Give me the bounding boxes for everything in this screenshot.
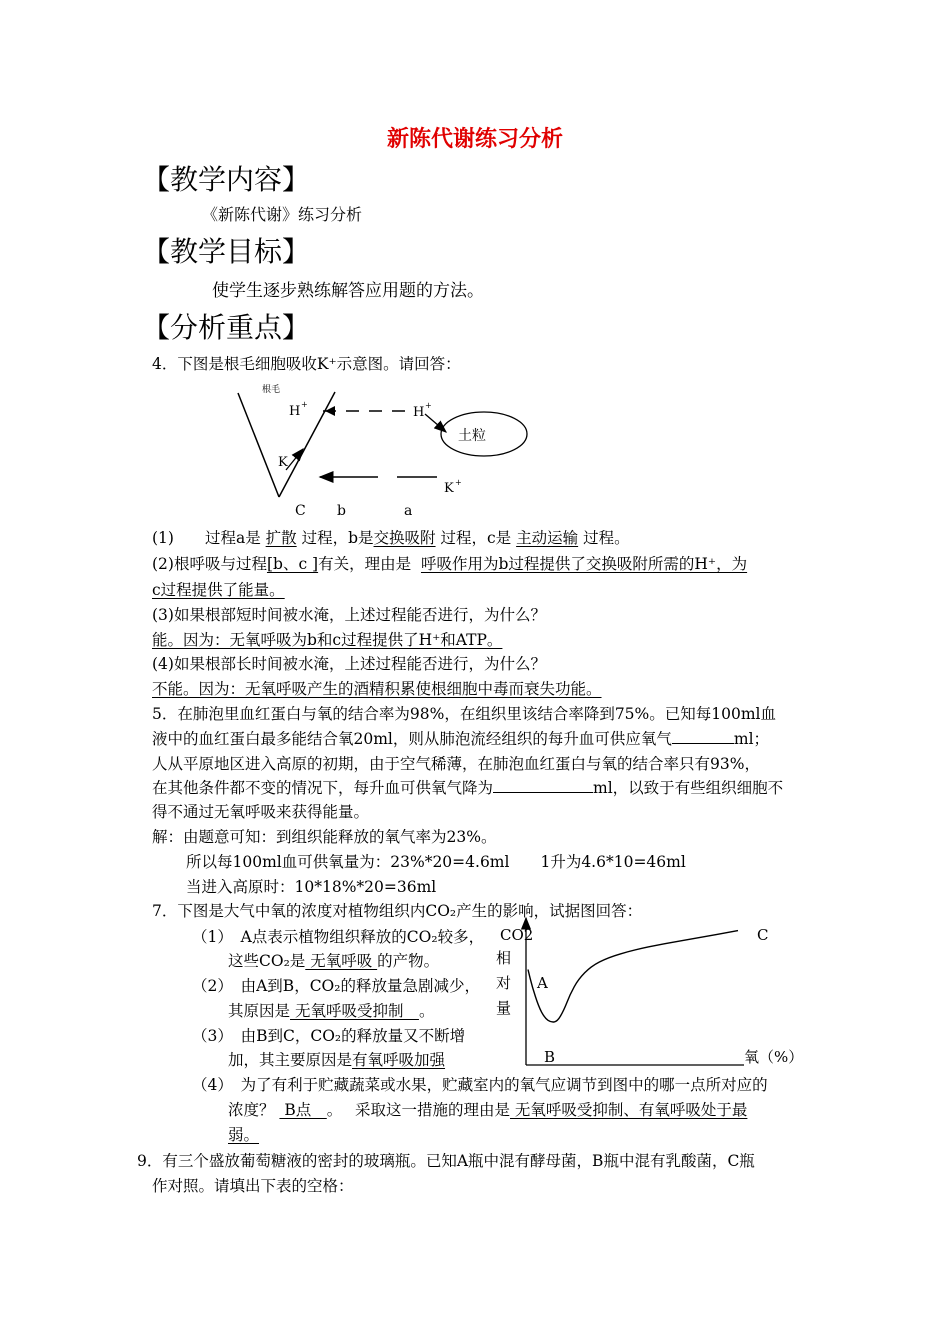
q7-p3b: 加，其主要原因是 (228, 1051, 353, 1069)
answer-processes: [b、c ] (266, 555, 319, 573)
chart-xlabel: 氧（%） (744, 1048, 804, 1066)
q4-p3-question: (3)如果根部短时间被水淹，上述过程能否进行，为什么？ (152, 606, 546, 624)
q5-line-4a: 在其他条件都不变的情况下，每升血可供氧气降为 (152, 779, 494, 797)
chart-ylabel-char: 对 (496, 974, 512, 992)
answer-active-transport: 主动运输 (516, 529, 579, 547)
q5-line-3: 人从平原地区进入高原的初期，由于空气稀薄，在肺泡血红蛋白与氧的结合率只有93%， (152, 755, 760, 773)
page-title: 新陈代谢练习分析 (386, 126, 563, 152)
q7-p4c: 。 采取这一措施的理由是 (326, 1101, 510, 1119)
q5-line-2a: 液中的血红蛋白最多能结合氧20ml，则从肺泡流经组织的每升血可供应氧气 (152, 730, 672, 748)
label-c: C (295, 503, 306, 519)
label-k-right: K (444, 481, 454, 496)
q7-p4-line2 (228, 1098, 747, 1120)
q7-p2c: 。 (418, 1002, 435, 1020)
q5-line-1: 5．在肺泡里血红蛋白与氧的结合率为98%，在组织里该结合率降到75%。已知每100ml血 (152, 705, 777, 723)
q4-p1-post: 过程。 (583, 529, 630, 547)
q7-p2-line1: （2） 由A到B，CO₂的释放量急剧减少， (192, 977, 480, 995)
q9-line-1: 9．有三个盛放葡萄糖液的密封的玻璃瓶。已知A瓶中混有酵母菌，B瓶中混有乳酸菌，C瓶 (137, 1152, 755, 1170)
chart-point-label-b: B (544, 1048, 556, 1066)
q7-p4-line1: （4） 为了有利于贮藏蔬菜或水果，贮藏室内的氧气应调节到图中的哪一点所对应的 (192, 1076, 768, 1094)
q5-line-2b: ml； (733, 730, 770, 748)
label-h-left: H (289, 404, 301, 419)
answer-aerobic-increase: 有氧呼吸加强 (352, 1051, 446, 1069)
q7-p2b: 其原因是 (228, 1002, 291, 1020)
plus-sign: + (301, 400, 308, 409)
answer-reason-1: 呼吸作用为b过程提供了交换吸附所需的H⁺，为 (420, 555, 748, 573)
chart-ylabel-char: 相 (496, 949, 512, 967)
q4-stem: 4．下图是根毛细胞吸收K⁺示意图。请回答： (152, 355, 461, 373)
label-root-hair: 根毛 (262, 385, 281, 395)
plus-sign: + (425, 401, 432, 410)
q7-p1-line1: （1） A点表示植物组织释放的CO₂较多， (192, 928, 485, 946)
q7-p1b: 这些CO₂是 (228, 952, 306, 970)
answer-reason-2: c过程提供了能量。 (152, 581, 285, 599)
q5-solution-1: 解：由题意可知：到组织能释放的氧气率为23%。 (152, 828, 497, 846)
answer-diffusion: 扩散 (265, 529, 297, 547)
q5-line-5: 得不通过无氧呼吸来获得能量。 (152, 803, 370, 821)
label-h-right: H (413, 405, 425, 420)
q7-p1c: 的产物。 (377, 952, 440, 970)
q7-p3-line1: （3） 由B到C，CO₂的释放量又不断增 (192, 1027, 466, 1045)
answer-inhibited: 无氧呼吸受抑制 (290, 1002, 419, 1020)
q4-p2-pre: (2)根呼吸与过程 (152, 555, 267, 573)
q4-p4-answer: 不能。因为：无氧呼吸产生的酒精积累使根细胞中毒而衰失功能。 (152, 680, 602, 698)
q4-p1-mid2: 过程，c是 (440, 529, 512, 547)
q7-p4b: 浓度？ (228, 1101, 275, 1119)
q5-solution-2: 所以每100ml血可供氧量为：23%*20=4.6ml 1升为4.6*10=46ml (186, 853, 686, 871)
goal-text: 使学生逐步熟练解答应用题的方法。 (212, 281, 484, 301)
q9-line-2: 作对照。请填出下表的空格： (152, 1177, 354, 1195)
answer-exchange-adsorption: 交换吸附 (373, 529, 436, 547)
plus-sign: + (455, 478, 462, 487)
label-soil: 土粒 (458, 428, 486, 444)
chart-series-line (528, 931, 738, 1022)
chart-ylabel-char: CO2 (500, 926, 534, 944)
section-heading-goal: 【教学目标】 (142, 235, 311, 268)
section-heading-content: 【教学内容】 (142, 163, 311, 196)
q4-p1-pre: (1) 过程a是 (152, 529, 261, 547)
chart-point-label-a: A (537, 974, 548, 992)
q4-p4-question: (4)如果根部长时间被水淹，上述过程能否进行，为什么？ (152, 655, 546, 673)
q5-solution-3: 当进入高原时：10*18%*20=36ml (186, 878, 437, 896)
chart-ylabel-char: 量 (496, 999, 512, 1017)
answer-reason-storage-1: 无氧呼吸受抑制、有氧呼吸处于最 (509, 1101, 748, 1119)
answer-point-b: B点 (279, 1101, 327, 1119)
answer-anaerobic: 无氧呼吸 (305, 952, 378, 970)
label-a: a (404, 503, 413, 519)
q4-p3-answer: 能。因为：无氧呼吸为b和c过程提供了H⁺和ATP。 (152, 631, 503, 649)
q7-stem: 7．下图是大气中氧的浓度对植物组织内CO₂产生的影响，试据图回答： (152, 902, 643, 920)
label-b: b (337, 503, 346, 519)
answer-reason-storage-2: 弱。 (228, 1126, 260, 1144)
label-k-left: K (278, 455, 288, 470)
q5-line-4b: ml，以致于有些组织细胞不 (593, 779, 784, 797)
content-text: 《新陈代谢》练习分析 (202, 205, 363, 224)
section-heading-focus: 【分析重点】 (142, 311, 311, 344)
q4-p2-mid: 有关，理由是 (318, 555, 412, 573)
chart-point-label-c: C (757, 926, 769, 944)
q4-p1-mid1: 过程，b是 (301, 529, 374, 547)
